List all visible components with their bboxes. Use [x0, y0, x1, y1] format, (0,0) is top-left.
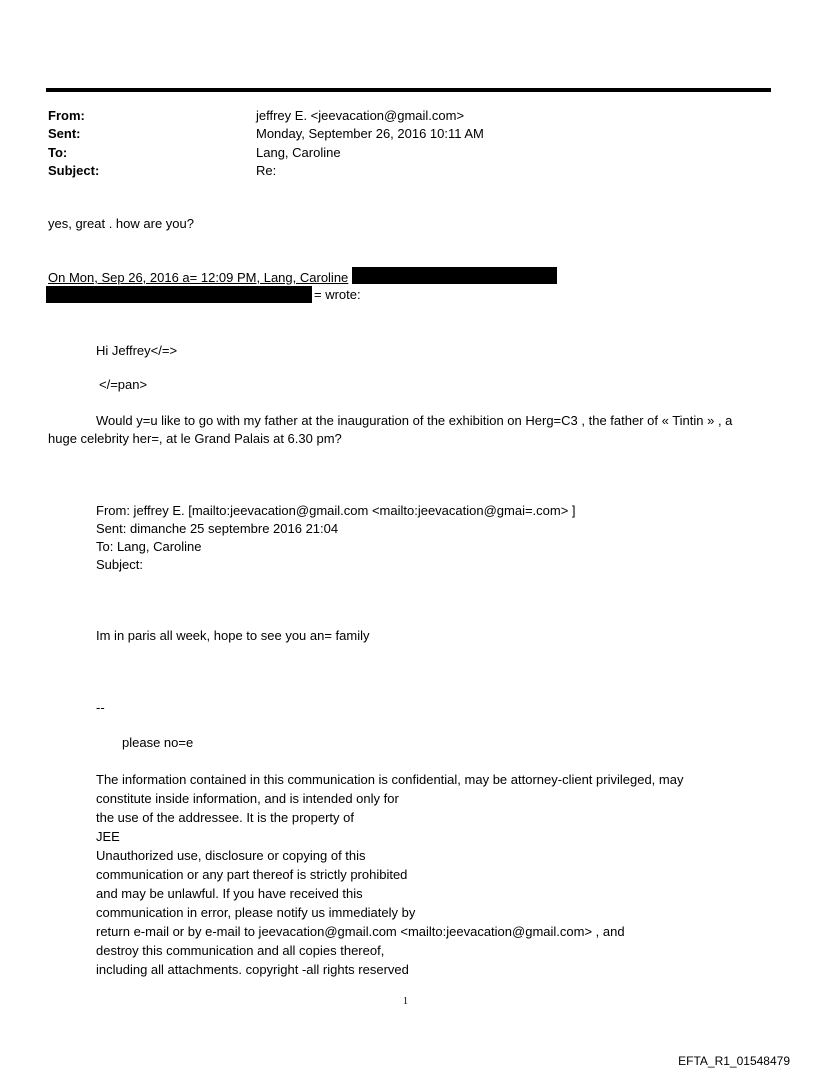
forwarded-message: Im in paris all week, hope to see you an= family [96, 628, 370, 643]
disclaimer-line: including all attachments. copyright -all rights reserved [96, 962, 409, 977]
redaction-box-2 [46, 286, 312, 303]
disclaimer-line: destroy this communication and all copies thereof, [96, 943, 385, 958]
sent-value: Monday, September 26, 2016 10:11 AM [256, 126, 484, 141]
invite-line-1: Would y=u like to go with my father at the inauguration of the exhibition on Herg=C3 , the father of « Tintin » , a [96, 413, 733, 428]
disclaimer-block [96, 770, 796, 979]
reply-text: yes, great . how are you? [48, 216, 194, 231]
forwarded-subject: Subject: [96, 557, 143, 572]
quote-intro-line-1: On Mon, Sep 26, 2016 a= 12:09 PM, Lang, Caroline [48, 270, 349, 285]
disclaimer-line: Unauthorized use, disclosure or copying of this [96, 848, 366, 863]
subject-value: Re: [256, 163, 277, 178]
disclaimer-line: communication or any part thereof is strictly prohibited [96, 867, 408, 882]
disclaimer-line: constitute inside information, and is intended only for [96, 791, 399, 806]
forwarded-sent: Sent: dimanche 25 septembre 2016 21:04 [96, 521, 339, 536]
to-value: Lang, Caroline [256, 145, 341, 160]
please-note-text: please no=e [122, 735, 194, 750]
greeting-text: Hi Jeffrey</=> [96, 343, 178, 358]
from-label: From: [48, 108, 85, 123]
invite-line-2: huge celebrity her=, at le Grand Palais at 6.30 pm? [48, 431, 342, 446]
pan-text: </=pan> [99, 377, 148, 392]
page-number: 1 [403, 996, 408, 1007]
disclaimer-line: return e-mail or by e-mail to jeevacation@gmail.com <mailto:jeevacation@gmail.com> , and [96, 924, 625, 939]
disclaimer-line: JEE [96, 829, 120, 844]
disclaimer-line: communication in error, please notify us immediately by [96, 905, 416, 920]
document-id: EFTA_R1_01548479 [678, 1054, 790, 1068]
to-label: To: [48, 145, 68, 160]
disclaimer-line: and may be unlawful. If you have received this [96, 886, 363, 901]
from-value: jeffrey E. <jeevacation@gmail.com> [256, 108, 465, 123]
quote-intro-line-2: = wrote: [314, 287, 361, 302]
forwarded-from: From: jeffrey E. [mailto:jeevacation@gmail.com <mailto:jeevacation@gmai=.com> ] [96, 503, 576, 518]
disclaimer-line: The information contained in this communication is confidential, may be attorney-client privileged, may [96, 772, 684, 787]
sent-label: Sent: [48, 126, 81, 141]
disclaimer-line: the use of the addressee. It is the property of [96, 810, 354, 825]
redaction-box-1 [352, 267, 557, 284]
signature-dash: -- [96, 700, 105, 715]
subject-label: Subject: [48, 163, 100, 178]
forwarded-to: To: Lang, Caroline [96, 539, 202, 554]
header-rule [46, 88, 771, 92]
